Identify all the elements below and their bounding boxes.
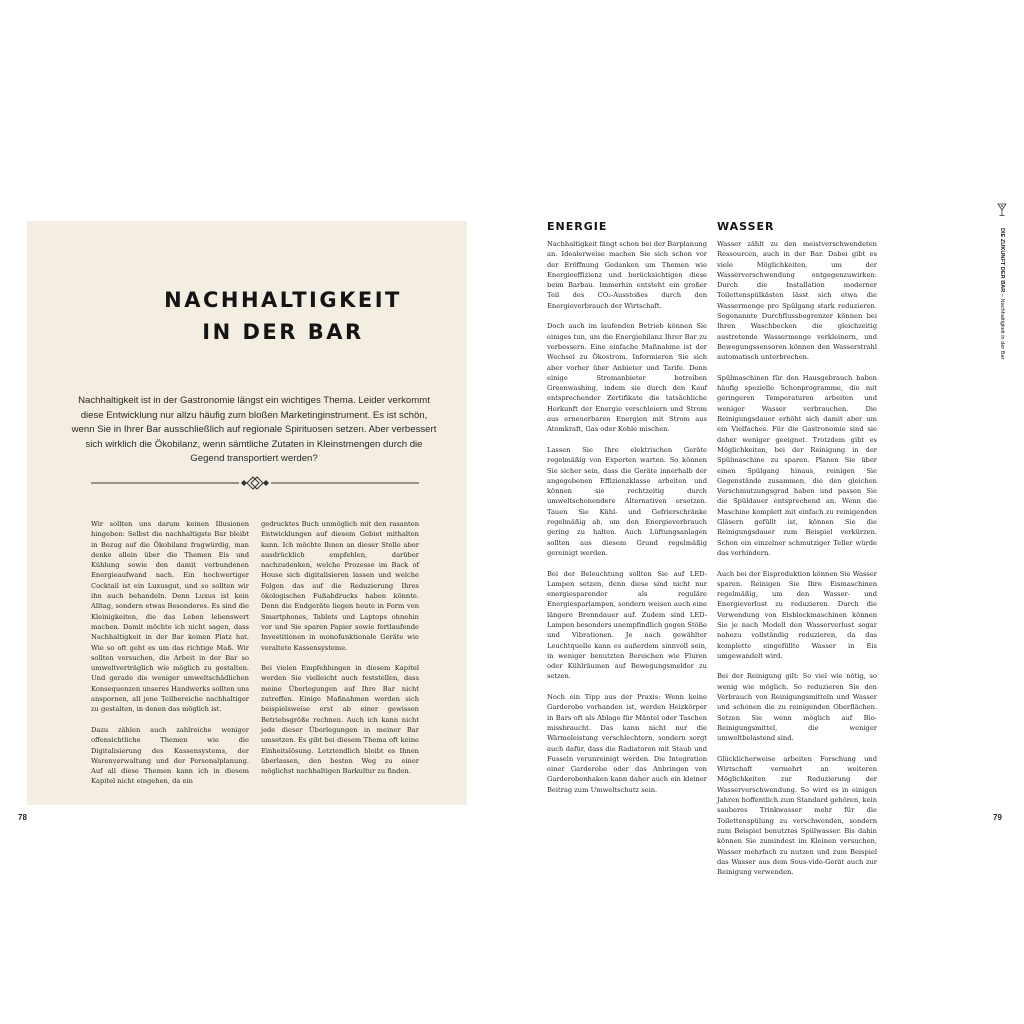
wasser-heading: WASSER [717,220,775,233]
runner-subtitle: – Nachhaltigkeit in der Bar [999,292,1005,360]
running-header [995,228,1009,418]
body-paragraph: Lassen Sie Ihre elektrischen Geräte regelmäßig von Experten warten. So können Sie sicher sein, dass die Geräte innerhalb der angegebenen Effizienzklasse arbeiten und können sie rechtzeitig durch umweltschonendere Alternativen ersetzen. Tauen Sie Kühl- und Gefrierschränke regelmäßig ab, um den Energieverbrauch gering zu halten. Auch Lüftungsanlagen sollten aus diesem Grund regelmäßig gereinigt werden. [547,445,707,557]
page-title [27,284,539,348]
wasser-column [717,239,877,877]
body-paragraph: gedrucktes Buch unmöglich mit den rasanten Entwicklungen auf diesem Gebiet mithalten kann. Ich möchte Ihnen an dieser Stelle aber ausdrücklich empfehlen, darüber nachzudenken, welche Prozesse im Back of House sich digitalisieren lassen und welche Folgen das auf die Reduzierung Ihres ökologischen Fußabdrucks haben könnte. Denn die Endgeräte liegen heute in Form von Smartphones, Tablets und Laptops ohnehin vor und Sie sparen Papier sowie fortlaufende Investitionen in monofunktionale Geräte wie veraltete Kassensysteme. [261,520,419,652]
title-line-1: NACHHALTIGKEIT [164,288,402,312]
page-number-left: 78 [18,813,27,822]
body-paragraph: Spülmaschinen für den Hausgebrauch haben häufig spezielle Schonprogramme, die mit geringeren Temperaturen arbeiten und weniger Wasser verbrauchen. Die Reinigungsdauer erhöht sich damit aber um ein Vielfaches. Für die Gastronomie sind sie daher weniger geeignet. Trotzdem gibt es Möglichkeiten, bei der Reinigung in der Spülmaschine zu sparen. Planen Sie über einen Spülgang hinaus, reinigen Sie Gegenstände zusammen, die den gleichen Verschmutzungsgrad haben und passen Sie die Spüldauer entsprechend an. Wenn die Maschine komplett mit einfach zu reinigenden Gläsern gefüllt ist, können Sie die Reinigungsdauer zum Beispiel verkürzen. Schon ein einzelner schmutziger Teller würde das verhindern. [717,373,877,557]
body-paragraph: Bei der Beleuchtung sollten Sie auf LED-Lampen setzen, denn diese sind nicht nur energiesparender als reguläre Energiesparlampen, sondern weisen auch eine längere Brenndauer auf. Zudem sind LED-Lampen besonders unempfindlich gegen Stöße und Vibrationen. Je nach gewählter Leuchtquelle kann es außerdem sinnvoll sein, in weniger benutzten Bereichen wie Fluren oder Kühlräumen auf Bewegungsmelder zu setzen. [547,569,707,681]
body-paragraph: Bei der Reinigung gilt: So viel wie nötig, so wenig wie möglich. So reduzieren Sie den Verbrauch von Reinigungsmitteln und Wasser und schonen die zu reinigenden Oberflächen. Setzen Sie wenn möglich auf Bio-Reinigungsmittel, die weniger umweltbelastend sind. [717,672,877,743]
body-paragraph: Nachhaltigkeit fängt schon bei der Barplanung an. Idealerweise machen Sie sich schon vor der Eröffnung Gedanken um Themen wie Energieeffizienz und berücksichtigen diese beim Barbau. Immerhin entsteht ein großer Teil des CO₂-Ausstoßes durch den Energieverbrauch der Wirtschaft. [547,240,707,310]
body-paragraph: Auch bei der Eisproduktion können Sie Wasser sparen. Reinigen Sie Ihre Eismaschinen regelmäßig, um den Wasser- und Energieverlust zu reduzieren. Durch die Verwendung von Eisblockmaschinen können Sie je nach Modell den Wasserverlust sogar nahezu vollständig reduzieren, da das komplette eingefüllte Wasser in Eis umgewandelt wird. [717,569,877,660]
energie-column [547,239,707,795]
body-paragraph: Bei vielen Empfehlungen in diesem Kapitel werden Sie vielleicht auch feststellen, dass meine Überlegungen auf Ihre Bar nicht zutreffen. Einige Maßnahmen werden sich beispielsweise erst ab einer gewissen Betriebsgröße rechnen. Auch ich kann nicht jede dieser Überlegungen in meiner Bar umsetzen. Es gibt bei diesem Thema oft keine Einheitslösung. Letztendlich bleibt es Ihnen überlassen, den besten Weg zu einer möglichst nachhaltigen Barkultur zu finden. [261,664,419,776]
page-number-right: 79 [993,813,1002,822]
left-column-1 [91,519,249,787]
cocktail-glass-icon [997,202,1007,218]
body-paragraph: Noch ein Tipp aus der Praxis: Wenn keine Garderobe vorhanden ist, werden Heizkörper in Bars oft als Ablage für Mäntel oder Taschen missbraucht. Das kann nicht nur die Wärmeleistung verschlechtern, sondern sorgt auch dafür, dass die Radiatoren mit Staub und Fusseln verunreinigt werden. Die Integration einer Garderobe oder das Anbringen von Garderobenhaken kann daher auch ein kleiner Beitrag zum Umweltschutz sein. [547,693,707,794]
body-paragraph: Doch auch im laufenden Betrieb können Sie einiges tun, um die Energiebilanz Ihrer Bar zu verbessern. Eine einfache Maßnahme ist der Wechsel zu Ökostrom. Informieren Sie sich aber vorher über Anbieter und Tarife. Denn einige Stromanbieter betreiben Greenwashing, indem sie durch den Kauf entsprechender Zertifikate die tatsächliche Herkunft der Energie verschleiern und Strom aus erneuerbaren Energien mit Strom aus Atomkraft, Gas oder Kohle mischen. [547,322,707,434]
body-paragraph: Glücklicherweise arbeiten Forschung und Wirtschaft vermehrt an weiteren Möglichkeiten zur Reduzierung der Wasserverschwendung. So wird es in einigen Jahren hoffentlich zum Standard gehören, kein sauberes Trinkwasser mehr für die Toilettenspülung zu verschwenden, sondern zum Beispiel benutztes Spülwasser. Bis dahin können Sie zumindest im Kleinen versuchen, Wasser mehrfach zu nutzen und zum Beispiel das Wasser aus dem Sous-vide-Gerät auch zur Reinigung verwenden. [717,754,877,877]
body-paragraph: Wasser zählt zu den meistverschwendeten Ressourcen, auch in der Bar. Dabei gibt es viele Möglichkeiten, um der Wasserverschwendung entgegenzuwirken: Durch die Installation moderner Toilettenspülkästen lässt sich etwa die Wassermenge pro Spülgang stark reduzieren. Sogenannte Durchflussbegrenzer können bei Ihren Waschbecken die gleichzeitig austretende Wassermenge verkleinern, und Bewegungssensoren können den Wasserstrahl automatisch unterbrechen. [717,240,877,362]
title-line-2: IN DER BAR [202,320,364,344]
left-column-2 [261,519,419,776]
intro-paragraph: Nachhaltigkeit ist in der Gastronomie längst ein wichtiges Thema. Leider verkommt diese Entwicklung nur allzu häufig zum bloßen Marketinginstrument. Es ist schön, wenn Sie in Ihrer Bar ausschließlich auf regionale Spirituosen setzen. Aber verbessert sich wirklich die Ökobilanz, wenn sämtliche Zutaten in Kleinstmengen durch die Gegend transportiert werden? [71,395,437,465]
body-paragraph: Wir sollten uns darum keinen Illusionen hingeben: Selbst die nachhaltigste Bar bleibt in Bezug auf die Ökobilanz fragwürdig, man denke allein über die Themen Eis und Kühlung sowie den damit verbundenen Energieaufwand nach. Ein hochwertiger Cocktail ist ein Luxusgut, und so sollten wir ihn auch behandeln. Denn Luxus ist kein Alltag, sondern etwas Besonderes. Es sind die Kleinigkeiten, die das Leben lebenswert machen. Damit möchte ich nicht sagen, dass Nachhaltigkeit in der Bar keinen Platz hat. Wie so oft geht es um das richtige Maß. Wir sollten versuchen, die Arbeit in der Bar so umweltverträglich wie möglich zu gestalten. Und gerade die weniger umweltschädlichen Konsequenzen unseres Handwerks sollten uns anspornen, all jene Teilbereiche nachhaltiger zu gestalten, in denen das möglich ist. [91,520,249,714]
body-paragraph: Dazu zählen auch zahlreiche weniger offensichtliche Themen wie die Digitalisierung des Kassensystems, der Warenverwaltung und der Personalplanung. Auf all diese Themen kann ich in diesem Kapitel nicht eingehen, da ein [91,725,249,786]
energie-heading: ENERGIE [547,220,608,233]
diamond-divider-icon [91,475,419,491]
runner-section: DIE ZUKUNFT DER BAR [999,228,1005,293]
